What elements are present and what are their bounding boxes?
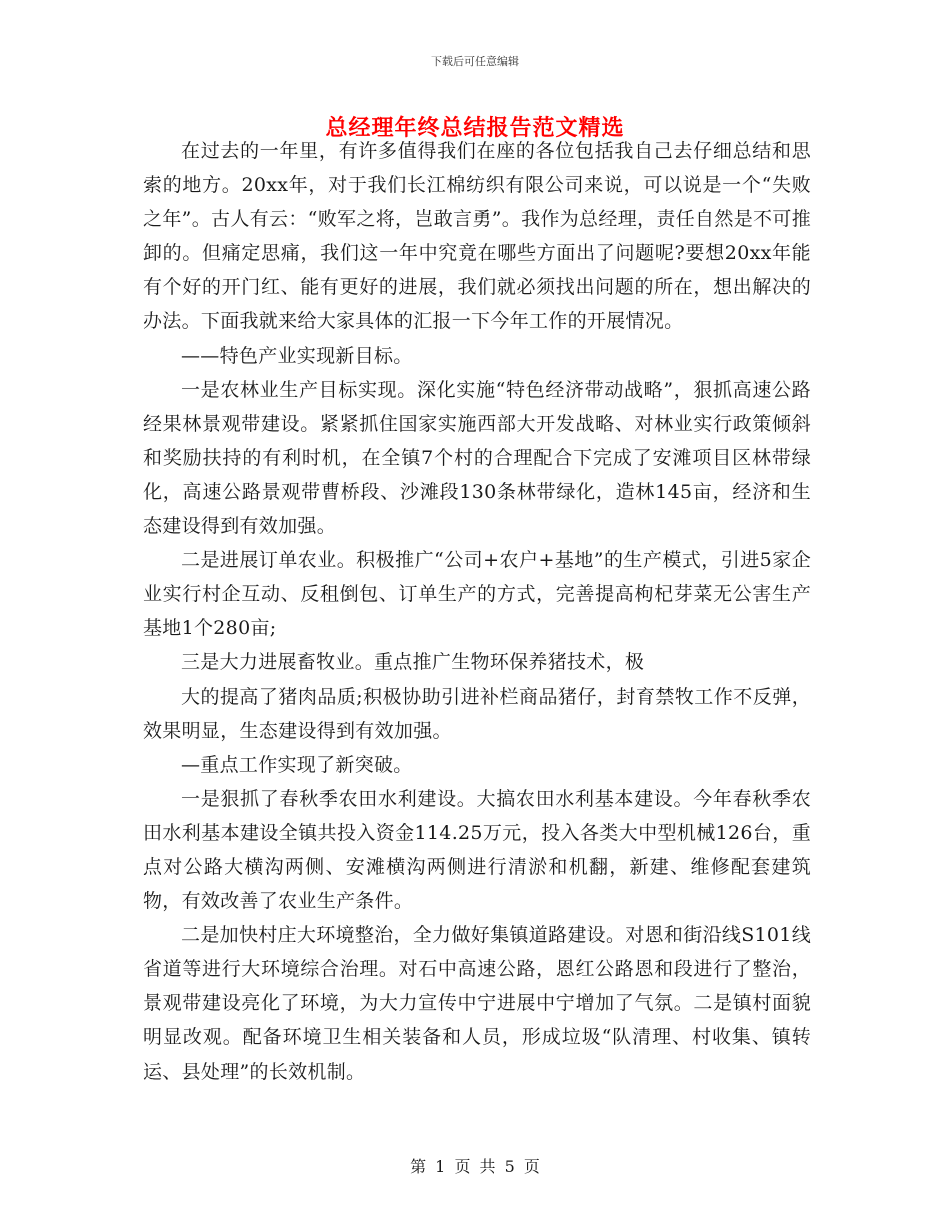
paragraph-intro: 在过去的一年里，有许多值得我们在座的各位包括我自己去仔细总结和思索的地方。20xx年，对于我们长江棉纺织有限公司来说，可以说是一个“失败之年”。古人有云：“败军之将，岂敢言勇”。我作为总经理，责任自然是不可推卸的。但痛定思痛，我们这一年中究竟在哪些方面出了问题呢?要想20xx年能有个好的开门红、能有更好的进展，我们就必须找出问题的所在，想出解决的办法。下面我就来给大家具体的汇报一下今年工作的开展情况。 [143,140,811,333]
paragraph-agriculture-forestry: 一是农林业生产目标实现。深化实施“特色经济带动战略”，狠抓高速公路经果林景观带建设。紧紧抓住国家实施西部大开发战略、对林业实行政策倾斜和奖励扶持的有利时机，在全镇7个村的合理配合下完成了安滩项目区林带绿化，高速公路景观带曹桥段、沙滩段130条林带绿化，造林145亩，经济和生态建设得到有效加强。 [143,378,811,538]
document-title: 总经理年终总结报告范文精选 [325,115,625,141]
page-number: 第 1 页 共 5 页 [410,1157,540,1176]
section-heading-industry: ——特色产业实现新目标。 [181,344,413,367]
section-heading-key-work: —重点工作实现了新突破。 [181,753,413,776]
paragraph-water-conservancy: 一是狠抓了春秋季农田水利建设。大搞农田水利基本建设。今年春秋季农田水利基本建设全镇共投入资金114.25万元，投入各类大中型机械126台，重点对公路大横沟两侧、安滩横沟两侧进行清淤和机翻，新建、维修配套建筑物，有效改善了农业生产条件。 [143,787,811,913]
paragraph-village-environment: 二是加快村庄大环境整治，全力做好集镇道路建设。对恩和街沿线S101线省道等进行大环境综合治理。对石中高速公路，恩红公路恩和段进行了整治，景观带建设亮化了环境，为大力宣传中宁进展中宁增加了气氛。二是镇村面貌明显改观。配备环境卫生相关装备和人员，形成垃圾“队清理、村收集、镇转运、县处理”的长效机制。 [143,924,811,1083]
paragraph-livestock-continued: 大的提高了猪肉品质;积极协助引进补栏商品猪仔，封育禁牧工作不反弹，效果明显，生态建设得到有效加强。 [143,685,811,742]
header-note: 下载后可任意编辑 [431,55,519,68]
paragraph-livestock: 三是大力进展畜牧业。重点推广生物环保养猪技术，极 [181,651,645,674]
paragraph-order-farming: 二是进展订单农业。积极推广“公司+农户+基地”的生产模式，引进5家企业实行村企互动、反租倒包、订单生产的方式，完善提高枸杞芽菜无公害生产基地1个280亩; [143,549,811,640]
document-body [143,134,811,1089]
